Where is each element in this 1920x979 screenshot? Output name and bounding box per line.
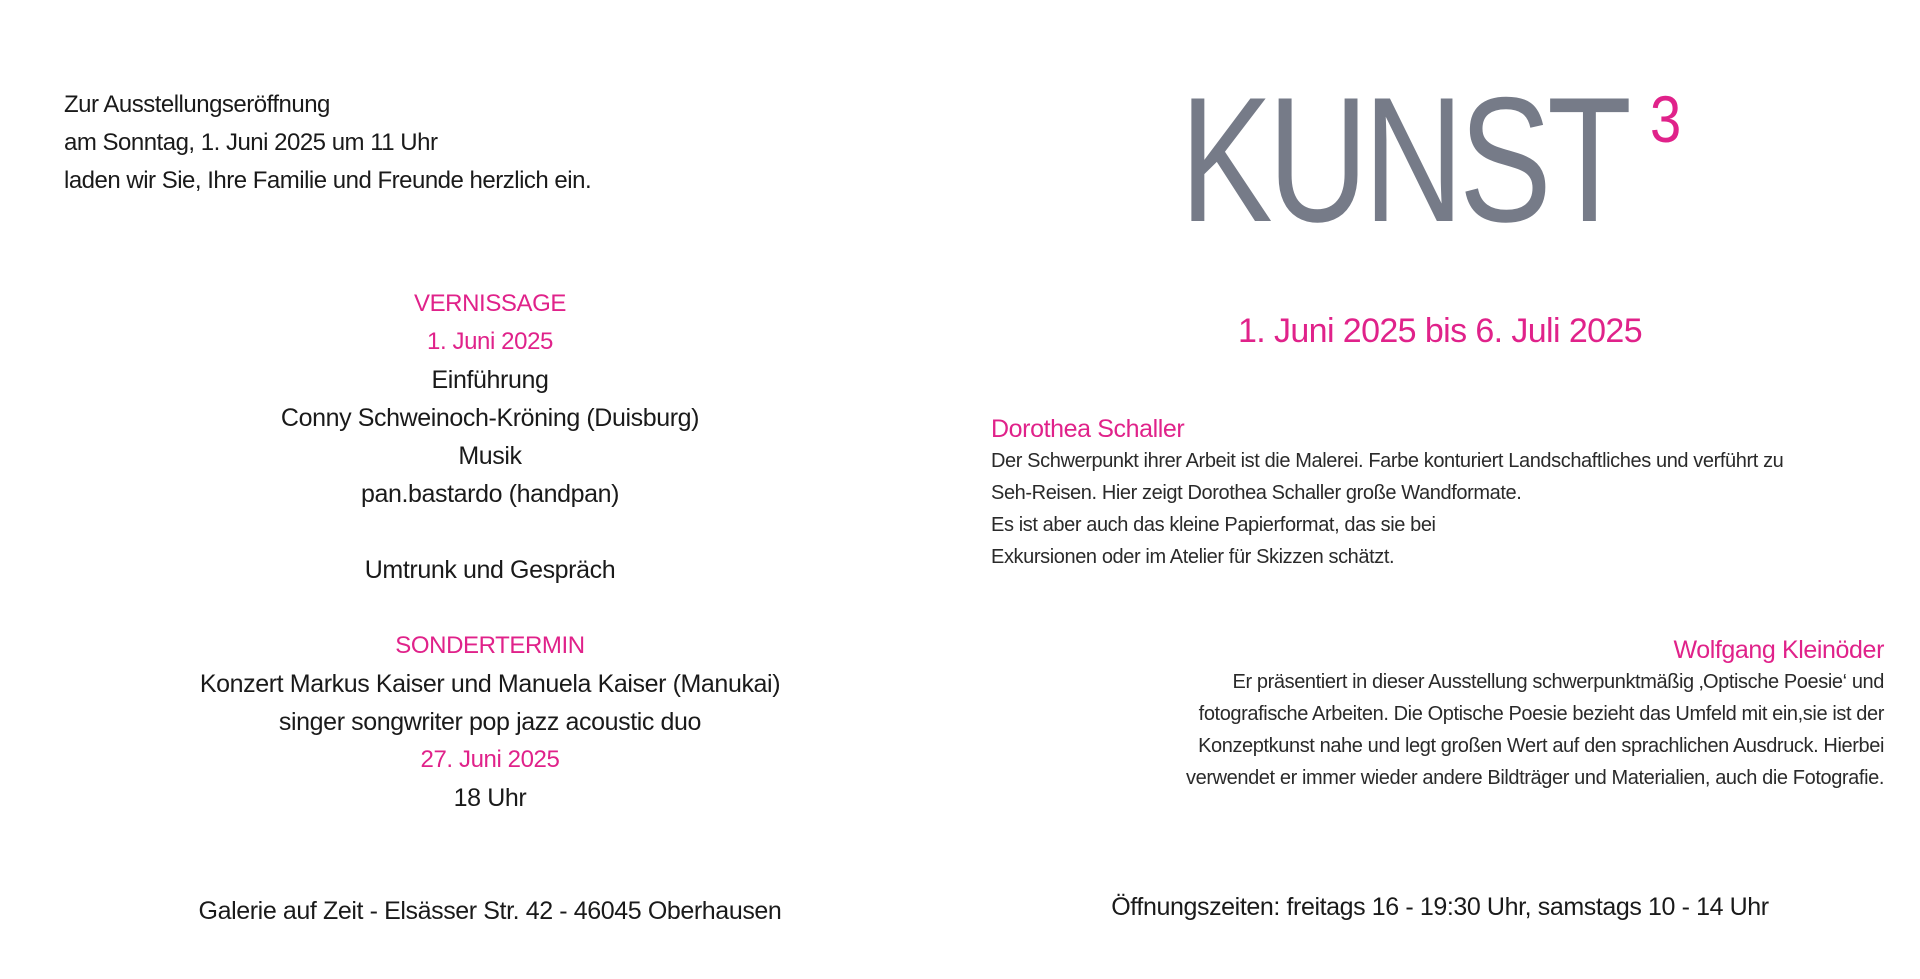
event-program xyxy=(80,285,900,817)
artist-name: Wolfgang Kleinöder xyxy=(1673,636,1884,664)
artist-description-line: Der Schwerpunkt ihrer Arbeit ist die Malerei. Farbe konturiert Landschaftliches und verführt zu xyxy=(991,450,1784,472)
exhibition-logo xyxy=(1180,60,1753,260)
invitation-line: am Sonntag, 1. Juni 2025 um 11 Uhr xyxy=(64,129,438,156)
artist-block xyxy=(991,413,1783,573)
intro-label: Einführung xyxy=(431,366,549,394)
vernissage-heading: VERNISSAGE xyxy=(413,290,567,317)
special-event-title: Konzert Markus Kaiser und Manuela Kaiser (Manukai) xyxy=(199,670,781,698)
artist-description-line: verwendet er immer wieder andere Bildträger und Materialien, auch die Fotografie. xyxy=(1186,767,1884,789)
artist-description-line: Konzeptkunst nahe und legt großen Wert auf den sprachlichen Ausdruck. Hierbei xyxy=(1198,735,1884,757)
spacer xyxy=(80,589,900,627)
intro-speaker: Conny Schweinoch-Kröning (Duisburg) xyxy=(280,404,700,432)
artist-description-line: Seh-Reisen. Hier zeigt Dorothea Schaller große Wandformate. xyxy=(991,482,1522,504)
artist-description-line: Er präsentiert in dieser Ausstellung schwerpunktmäßig ‚Optische Poesie‘ und xyxy=(1232,671,1884,693)
invitation-line: laden wir Sie, Ihre Familie und Freunde herzlich ein. xyxy=(64,167,592,194)
opening-hours: Öffnungszeiten: freitags 16 - 19:30 Uhr, samstags 10 - 14 Uhr xyxy=(1111,893,1769,921)
artist-name: Dorothea Schaller xyxy=(991,415,1185,443)
artist-description-line: fotografische Arbeiten. Die Optische Poesie bezieht das Umfeld mit ein,sie ist der xyxy=(1198,703,1884,725)
vernissage-closing: Umtrunk und Gespräch xyxy=(364,556,616,584)
special-event-time: 18 Uhr xyxy=(453,784,527,812)
logo-word: KUNST xyxy=(1180,60,1628,259)
artist-description-line: Exkursionen oder im Atelier für Skizzen schätzt. xyxy=(991,546,1395,568)
spacer xyxy=(80,513,900,551)
invitation-text xyxy=(64,86,591,200)
artist-description-line: Es ist aber auch das kleine Papierformat, das sie bei xyxy=(991,514,1436,536)
logo-superscript: 3 xyxy=(1650,82,1682,156)
special-event-date: 27. Juni 2025 xyxy=(420,746,560,773)
exhibition-date-range: 1. Juni 2025 bis 6. Juli 2025 xyxy=(1237,312,1643,350)
invitation-line: Zur Ausstellungseröffnung xyxy=(64,91,330,118)
music-label: Musik xyxy=(458,442,522,470)
artist-description xyxy=(1186,666,1884,794)
special-event-heading: SONDERTERMIN xyxy=(395,632,585,659)
artist-block xyxy=(1186,634,1884,794)
vernissage-date: 1. Juni 2025 xyxy=(427,328,553,355)
special-event-subtitle: singer songwriter pop jazz acoustic duo xyxy=(278,708,702,736)
artist-description xyxy=(991,445,1783,573)
music-artist: pan.bastardo (handpan) xyxy=(360,480,620,508)
gallery-address: Galerie auf Zeit - Elsässer Str. 42 - 46045 Oberhausen xyxy=(198,897,782,925)
